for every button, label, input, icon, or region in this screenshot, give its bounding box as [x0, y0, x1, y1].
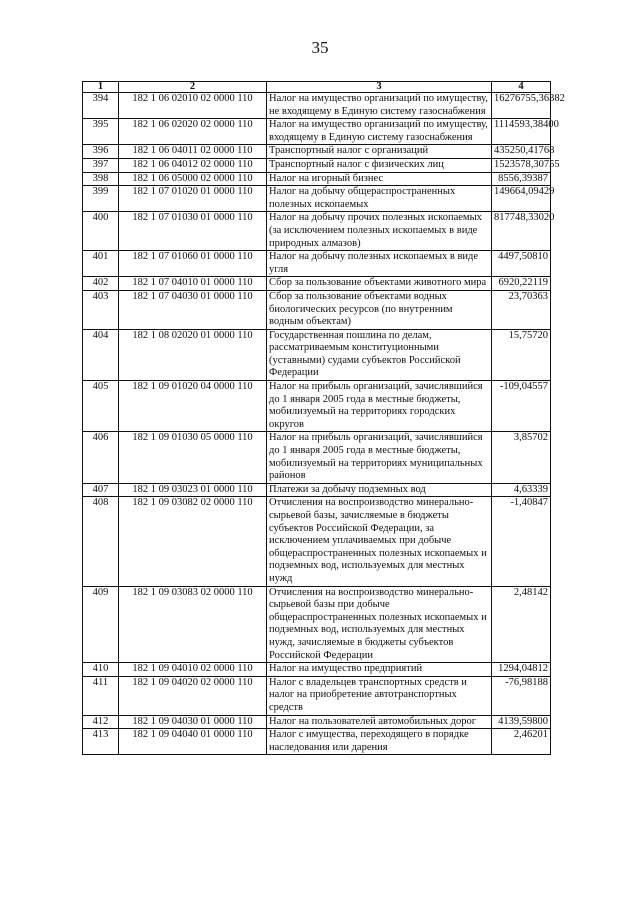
budget-code: 182 1 09 04010 02 0000 110: [119, 663, 267, 677]
row-number: 400: [83, 212, 119, 251]
amount-value: 23,70363: [492, 290, 551, 329]
revenue-name: Сбор за пользование объектами животного мира: [267, 277, 492, 291]
header-col-2: 2: [119, 82, 267, 93]
budget-code: 182 1 08 02020 01 0000 110: [119, 329, 267, 380]
revenue-name: Транспортный налог с физических лиц: [267, 158, 492, 172]
table-row: [83, 277, 551, 291]
header-col-1: 1: [83, 82, 119, 93]
row-number: 407: [83, 483, 119, 497]
revenue-name: Налог на имущество организаций по имуществу, входящему в Единую систему газоснабжения: [267, 119, 492, 145]
revenue-name: Государственная пошлина по делам, рассматриваемым конституционными (уставными) судами субъектов Российской Федерации: [267, 329, 492, 380]
amount-value: 4497,50810: [492, 251, 551, 277]
amount-value: 1523578,30755: [492, 158, 551, 172]
budget-code: 182 1 09 04020 02 0000 110: [119, 676, 267, 715]
budget-code: 182 1 06 05000 02 0000 110: [119, 172, 267, 186]
amount-value: 817748,33020: [492, 212, 551, 251]
amount-value: 4139,59800: [492, 715, 551, 729]
amount-value: -1,40847: [492, 497, 551, 586]
budget-code: 182 1 09 04030 01 0000 110: [119, 715, 267, 729]
budget-code: 182 1 07 01060 01 0000 110: [119, 251, 267, 277]
amount-value: 1114593,38400: [492, 119, 551, 145]
amount-value: 2,48142: [492, 586, 551, 663]
row-number: 398: [83, 172, 119, 186]
budget-code: 182 1 09 01020 04 0000 110: [119, 381, 267, 432]
row-number: 397: [83, 158, 119, 172]
row-number: 404: [83, 329, 119, 380]
table-row: [83, 663, 551, 677]
table-row: [83, 715, 551, 729]
table-row: [83, 381, 551, 432]
header-col-3: 3: [267, 82, 492, 93]
revenue-name: Налог на пользователей автомобильных дорог: [267, 715, 492, 729]
table-row: [83, 119, 551, 145]
revenue-name: Налог на прибыль организаций, зачислявшийся до 1 января 2005 года в местные бюджеты, мобилизуемый на территориях городских округов: [267, 381, 492, 432]
amount-value: 16276755,36382: [492, 93, 551, 119]
table-row: [83, 158, 551, 172]
table-body: [83, 93, 565, 755]
budget-code: 182 1 07 04010 01 0000 110: [119, 277, 267, 291]
revenue-name: Налог с имущества, переходящего в порядке наследования или дарения: [267, 729, 492, 755]
amount-value: 15,75720: [492, 329, 551, 380]
table-row: [83, 586, 551, 663]
row-number: 399: [83, 186, 119, 212]
budget-code: 182 1 06 02020 02 0000 110: [119, 119, 267, 145]
revenue-name: Налог на добычу общераспространенных полезных ископаемых: [267, 186, 492, 212]
table-row: [83, 212, 551, 251]
row-number: 413: [83, 729, 119, 755]
row-number: 406: [83, 432, 119, 483]
table-row: [83, 290, 551, 329]
revenue-name: Налог на прибыль организаций, зачислявшийся до 1 января 2005 года в местные бюджеты, мобилизуемый на территориях муниципальных районов: [267, 432, 492, 483]
row-number: 396: [83, 145, 119, 159]
revenue-name: Налог с владельцев транспортных средств и налог на приобретение автотранспортных средств: [267, 676, 492, 715]
table-row: [83, 93, 551, 119]
table-row: [83, 145, 551, 159]
row-number: 402: [83, 277, 119, 291]
amount-value: 6920,22119: [492, 277, 551, 291]
amount-value: 2,46201: [492, 729, 551, 755]
revenue-name: Платежи за добычу подземных вод: [267, 483, 492, 497]
table-row: [83, 676, 551, 715]
budget-code: 182 1 09 04040 01 0000 110: [119, 729, 267, 755]
revenue-name: Налог на игорный бизнес: [267, 172, 492, 186]
budget-code: 182 1 07 01020 01 0000 110: [119, 186, 267, 212]
row-number: 409: [83, 586, 119, 663]
budget-code: 182 1 06 02010 02 0000 110: [119, 93, 267, 119]
amount-value: 149664,09429: [492, 186, 551, 212]
row-number: 401: [83, 251, 119, 277]
budget-code: 182 1 07 04030 01 0000 110: [119, 290, 267, 329]
budget-code: 182 1 06 04012 02 0000 110: [119, 158, 267, 172]
revenue-name: Налог на добычу прочих полезных ископаемых (за исключением полезных ископаемых в виде природных алмазов): [267, 212, 492, 251]
table-row: [83, 251, 551, 277]
page-number: 35: [311, 38, 329, 57]
amount-value: 1294,04812: [492, 663, 551, 677]
revenue-name: Налог на добычу полезных ископаемых в виде угля: [267, 251, 492, 277]
amount-value: -109,04557: [492, 381, 551, 432]
table-row: [83, 483, 551, 497]
budget-code: 182 1 07 01030 01 0000 110: [119, 212, 267, 251]
table-row: [83, 432, 551, 483]
budget-code: 182 1 09 03083 02 0000 110: [119, 586, 267, 663]
budget-code: 182 1 09 03023 01 0000 110: [119, 483, 267, 497]
row-number: 403: [83, 290, 119, 329]
budget-code: 182 1 06 04011 02 0000 110: [119, 145, 267, 159]
row-number: 410: [83, 663, 119, 677]
revenue-name: Налог на имущество предприятий: [267, 663, 492, 677]
amount-value: 4,63339: [492, 483, 551, 497]
amount-value: 8556,39387: [492, 172, 551, 186]
table-row: [83, 329, 551, 380]
budget-code: 182 1 09 01030 05 0000 110: [119, 432, 267, 483]
revenue-name: Отчисления на воспроизводство минерально-сырьевой базы при добыче общераспространенных полезных ископаемых и подземных вод, используемых для местных нужд, зачисляемые в бюджеты субъектов Российской Федерации: [267, 586, 492, 663]
header-col-4: 4: [492, 82, 551, 93]
row-number: 408: [83, 497, 119, 586]
revenue-name: Транспортный налог с организаций: [267, 145, 492, 159]
revenue-name: Отчисления на воспроизводство минерально-сырьевой базы, зачисляемые в бюджеты субъектов Российской Федерации, за исключением уплачиваемых при добыче общераспространенных полезных ископаемых и подземных вод, используемых для местных нужд: [267, 497, 492, 586]
row-number: 412: [83, 715, 119, 729]
revenue-name: Сбор за пользование объектами водных биологических ресурсов (по внутренним водным объектам): [267, 290, 492, 329]
row-number: 405: [83, 381, 119, 432]
amount-value: 435250,41768: [492, 145, 551, 159]
table-row: [83, 729, 551, 755]
table-row: [83, 497, 551, 586]
table-row: [83, 186, 551, 212]
row-number: 395: [83, 119, 119, 145]
table-row: [83, 172, 551, 186]
budget-code: 182 1 09 03082 02 0000 110: [119, 497, 267, 586]
amount-value: -76,98188: [492, 676, 551, 715]
header-row: [83, 82, 551, 93]
budget-revenue-table: [82, 81, 565, 755]
row-number: 411: [83, 676, 119, 715]
row-number: 394: [83, 93, 119, 119]
revenue-name: Налог на имущество организаций по имуществу, не входящему в Единую систему газоснабжения: [267, 93, 492, 119]
amount-value: 3,85702: [492, 432, 551, 483]
